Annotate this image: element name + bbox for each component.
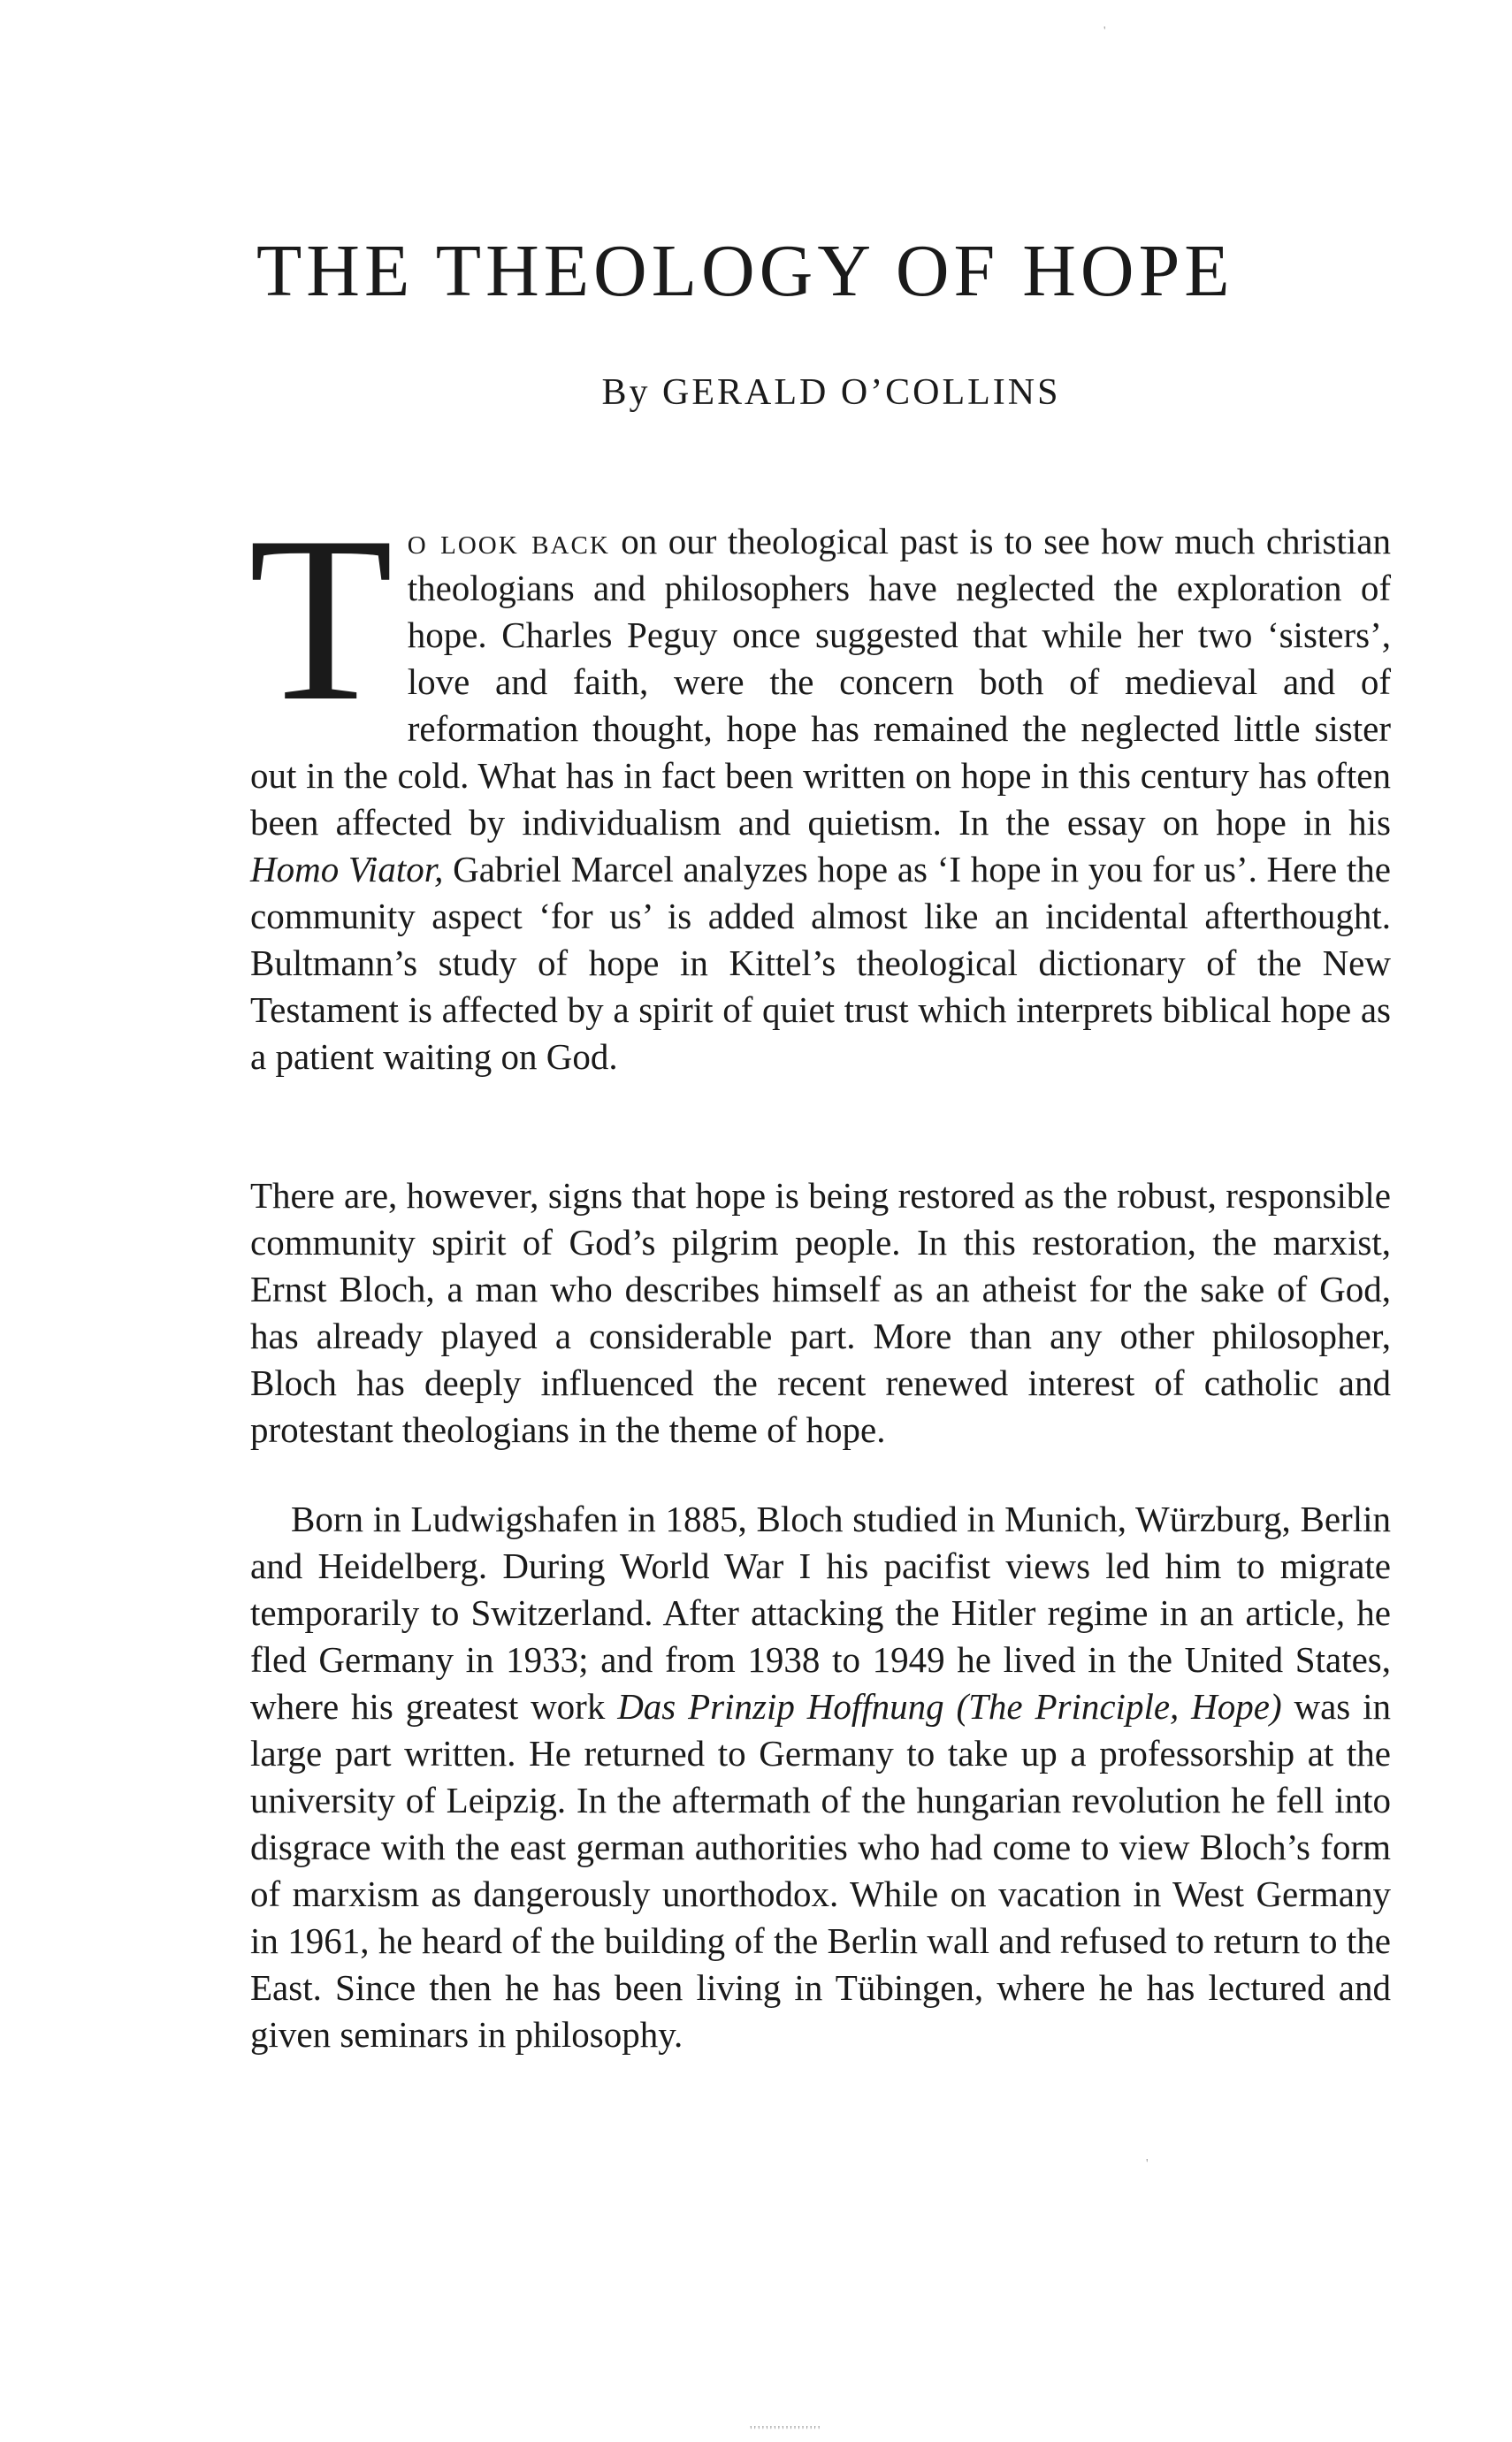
paragraph-1: [248, 487, 1391, 1080]
scan-artifact-line: '''''''''''''''''': [750, 2424, 822, 2438]
drop-cap: T: [248, 487, 393, 750]
paragraph-3-text-b: was in large part written. He returned to Germany to take up a professorship at the university of Leipzig. In the aftermath of the hungarian revolution he fell into disgrace with the east german authorities who had come to view Bloch’s form of marxism as dangerously unorthodox. While on vacation in West Germany in 1961, he heard of the building of the Berlin wall and refused to return to the East. Since then he has been living in Tübingen, where he has lectured and given seminars in philosophy.: [250, 1686, 1391, 2055]
paragraph-1-text-a: on our theological past is to see how much christian theologians and philosophers have neglected the exploration of hope. Charles Peguy once suggested that while her two ‘sisters’, love and faith, were the concern both of medieval and of reformation thought, hope has remained the neglected little sister out in the cold. What has in fact been written on hope in this century has often been affected by individualism and quietism. In the essay on hope in his: [250, 521, 1391, 843]
paragraph-3: [250, 1496, 1391, 2058]
italic-title-das-prinzip-hoffnung: Das Prinzip Hoffnung (The Principle, Hope): [617, 1686, 1282, 1727]
article-title: THE THEOLOGY OF HOPE: [256, 230, 1234, 312]
article-byline: By GERALD O’COLLINS: [601, 372, 1061, 413]
scan-speck: ': [1103, 25, 1106, 38]
paragraph-2-text: There are, however, signs that hope is being restored as the robust, responsible community spirit of God’s pilgrim people. In this restoration, the marxist, Ernst Bloch, a man who describes himself as an atheist for the sake of God, has already played a considerable part. More than any other philosopher, Bloch has deeply influenced the recent renewed interest of catholic and protestant theologians in the theme of hope.: [250, 1175, 1391, 1450]
paragraph-3-text-a: Born in Ludwigshafen in 1885, Bloch studied in Munich, Würzburg, Berlin and Heidelberg. During World War I his pacifist views led him to migrate temporarily to Switzerland. After attacking the Hitler regime in an article, he fled Germany in 1933; and from 1938 to 1949 he lived in the United States, where his greatest work: [250, 1499, 1391, 1727]
scan-speck: ': [1146, 2157, 1149, 2171]
italic-title-homo-viator: Homo Viator,: [250, 849, 444, 889]
paragraph-1-text-b: Gabriel Marcel analyzes hope as ‘I hope in you for us’. Here the community aspect ‘for us’ is added almost like an incidental afterthought. Bultmann’s study of hope in Kittel’s theological dictionary of the New Testament is affected by a spirit of quiet trust which interprets biblical hope as a patient waiting on God.: [250, 849, 1391, 1077]
lead-in-smallcaps: o look back: [407, 521, 610, 561]
paragraph-2: [250, 1172, 1391, 1454]
